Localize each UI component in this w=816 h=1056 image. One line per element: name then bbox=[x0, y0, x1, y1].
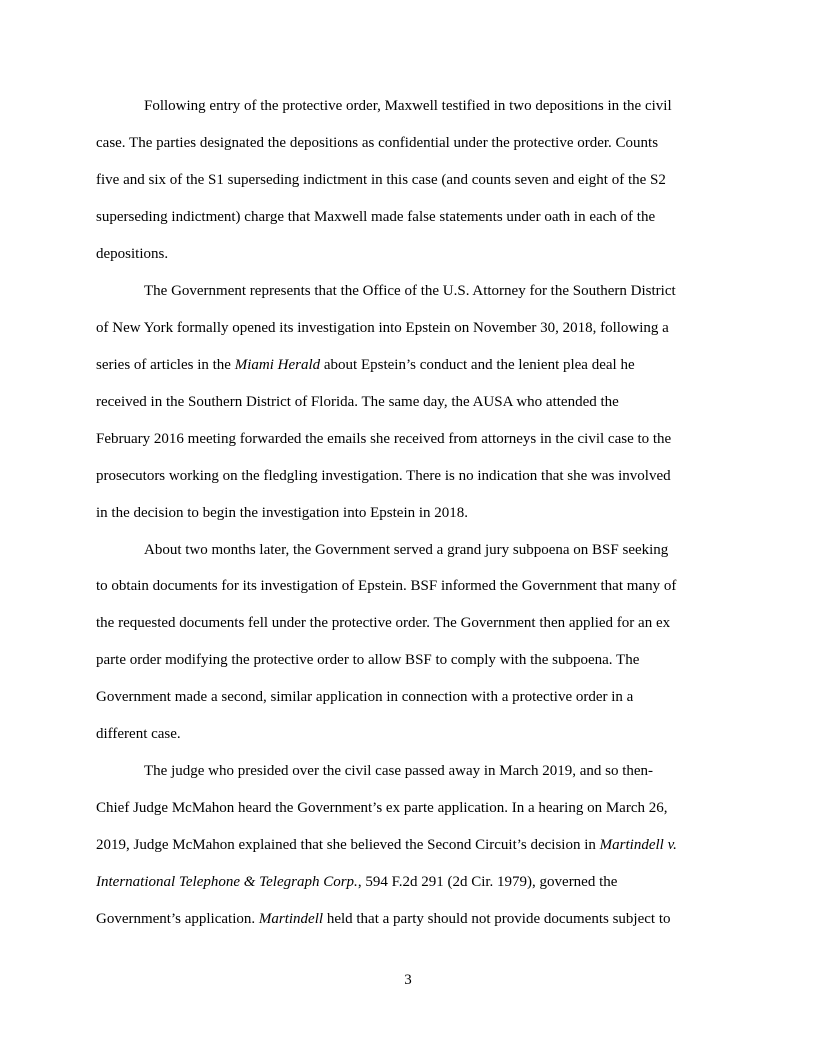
case-citation: Martindell v. bbox=[599, 837, 677, 853]
paragraph-3-line-5: Government made a second, similar application in connection with a protective order in a bbox=[96, 689, 634, 705]
paragraph-2-line-2: of New York formally opened its investigation into Epstein on November 30, 2018, following a bbox=[96, 320, 669, 336]
paragraph-1-line-2: case. The parties designated the depositions as confidential under the protective order. Counts bbox=[96, 135, 659, 151]
paragraph-2-line-3: series of articles in the Miami Herald about Epstein’s conduct and the lenient plea deal he bbox=[96, 357, 635, 373]
paragraph-2-line-6: prosecutors working on the fledgling investigation. There is no indication that she was involved bbox=[96, 468, 671, 484]
paragraph-2-line-7: in the decision to begin the investigation into Epstein in 2018. bbox=[96, 505, 469, 521]
paragraph-1-line-5: depositions. bbox=[96, 246, 169, 262]
paragraph-4-line-1: The judge who presided over the civil case passed away in March 2019, and so then- bbox=[144, 763, 654, 779]
paragraph-1-line-4: superseding indictment) charge that Maxwell made false statements under oath in each of the bbox=[96, 209, 656, 225]
paragraph-3-line-3: the requested documents fell under the protective order. The Government then applied for an ex bbox=[96, 615, 671, 631]
publication-title: Miami Herald bbox=[234, 357, 321, 373]
paragraph-3-line-6: different case. bbox=[96, 726, 181, 742]
paragraph-4-line-3: 2019, Judge McMahon explained that she believed the Second Circuit’s decision in Martindell v. bbox=[96, 837, 677, 853]
case-name: Martindell bbox=[258, 911, 324, 927]
paragraph-2-line-4: received in the Southern District of Florida. The same day, the AUSA who attended the bbox=[96, 394, 619, 410]
paragraph-1-line-1: Following entry of the protective order, Maxwell testified in two depositions in the civil bbox=[144, 98, 672, 114]
paragraph-2-line-1: The Government represents that the Office of the U.S. Attorney for the Southern District bbox=[144, 283, 676, 299]
paragraph-3-line-1: About two months later, the Government served a grand jury subpoena on BSF seeking bbox=[144, 542, 669, 558]
paragraph-3-line-4: parte order modifying the protective order to allow BSF to comply with the subpoena. The bbox=[96, 652, 640, 668]
page-number: 3 bbox=[404, 972, 412, 988]
case-citation: International Telephone & Telegraph Corp. bbox=[96, 874, 358, 890]
paragraph-4-line-5: Government’s application. Martindell held that a party should not provide documents subject to bbox=[96, 911, 671, 927]
paragraph-1-line-3: five and six of the S1 superseding indictment in this case (and counts seven and eight of the S2 bbox=[96, 172, 666, 188]
paragraph-4-line-4: International Telephone & Telegraph Corp., 594 F.2d 291 (2d Cir. 1979), governed the bbox=[96, 874, 618, 890]
paragraph-3-line-2: to obtain documents for its investigation of Epstein. BSF informed the Government that many of bbox=[96, 578, 677, 594]
paragraph-4-line-2: Chief Judge McMahon heard the Government’s ex parte application. In a hearing on March 26, bbox=[96, 800, 668, 816]
paragraph-2-line-5: February 2016 meeting forwarded the emails she received from attorneys in the civil case to the bbox=[96, 431, 672, 447]
